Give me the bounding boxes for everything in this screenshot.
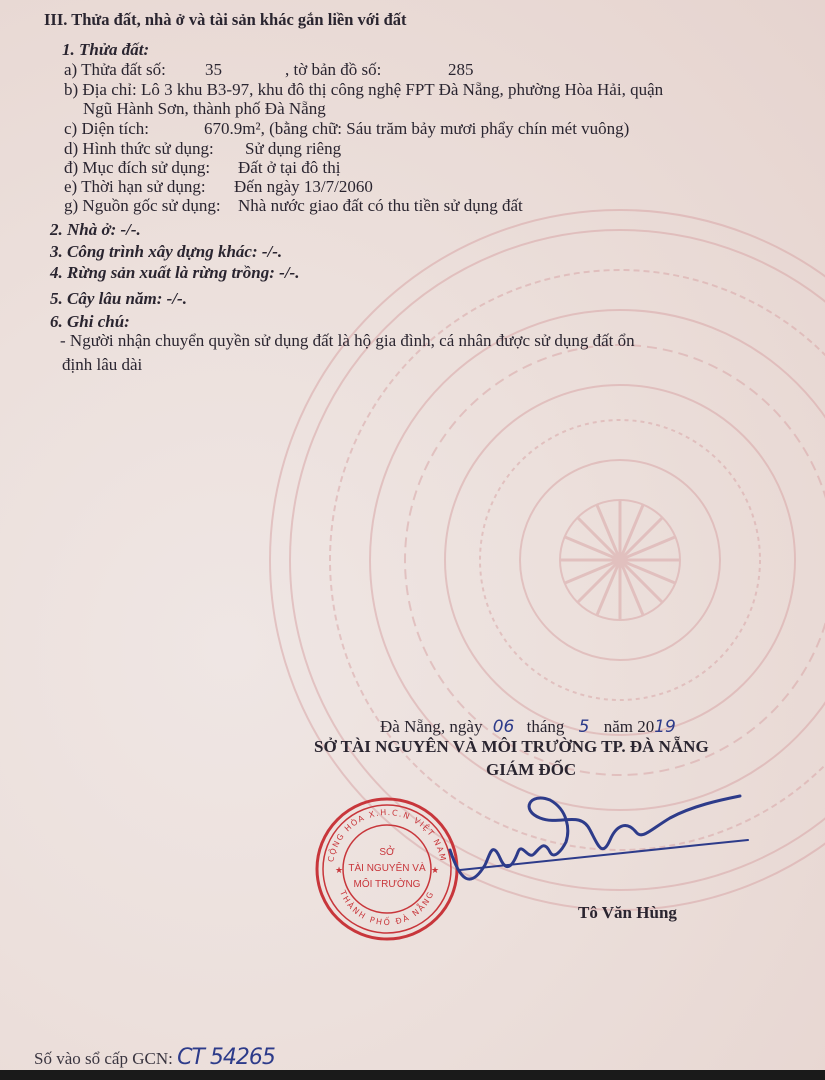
bottom-dark-edge bbox=[0, 1070, 825, 1080]
seal-star-left-icon: ★ bbox=[335, 865, 344, 875]
area-value: 670.9m², (bằng chữ: Sáu trăm bảy mươi phẩy chín mét vuông) bbox=[204, 119, 630, 138]
signer-title: GIÁM ĐỐC bbox=[486, 760, 577, 779]
usage-purpose-label: đ) Mục đích sử dụng: bbox=[64, 158, 211, 177]
parcel-number: 35 bbox=[205, 60, 222, 79]
date-year-suffix: 19 bbox=[654, 717, 676, 737]
usage-form-value: Sử dụng riêng bbox=[245, 139, 342, 158]
notes-heading: 6. Ghi chú: bbox=[50, 312, 130, 331]
land-heading: 1. Thửa đất: bbox=[62, 40, 150, 59]
house-item: 2. Nhà ở: -/-. bbox=[50, 220, 141, 239]
map-sheet-label: , tờ bản đồ số: bbox=[285, 60, 382, 79]
forest-item: 4. Rừng sản xuất là rừng trồng: -/-. bbox=[50, 263, 300, 282]
address-line-2: Ngũ Hành Sơn, thành phố Đà Nẵng bbox=[83, 99, 326, 118]
date-prefix: Đà Nẵng, ngày bbox=[380, 717, 483, 736]
parcel-label: a) Thửa đất số: bbox=[64, 60, 166, 79]
issuing-agency: SỞ TÀI NGUYÊN VÀ MÔI TRƯỜNG TP. ĐÀ NẴNG bbox=[314, 737, 709, 756]
seal-center-line-1: SỞ bbox=[379, 847, 395, 858]
notes-line-2: định lâu dài bbox=[62, 355, 143, 374]
date-month: 5 bbox=[578, 717, 590, 737]
usage-origin-value: Nhà nước giao đất có thu tiền sử dụng đất bbox=[238, 196, 523, 215]
usage-purpose-value: Đất ở tại đô thị bbox=[238, 158, 341, 177]
seal-city-text: THÀNH PHỐ ĐÀ NẴNG bbox=[337, 889, 437, 928]
seal-star-right-icon: ★ bbox=[431, 865, 440, 875]
section-title: III. Thửa đất, nhà ở và tài sản khác gắn liền với đất bbox=[44, 10, 407, 29]
date-month-label: tháng bbox=[526, 717, 565, 736]
seal-center-line-3: MÔI TRƯỜNG bbox=[353, 879, 421, 890]
signer-name: Tô Văn Hùng bbox=[578, 903, 677, 922]
map-sheet-number: 285 bbox=[448, 60, 474, 79]
registry-label: Số vào sổ cấp GCN: bbox=[34, 1049, 173, 1068]
seal-center-line-2: TÀI NGUYÊN VÀ bbox=[348, 863, 426, 874]
other-works-item: 3. Công trình xây dựng khác: -/-. bbox=[50, 242, 283, 261]
usage-form-label: d) Hình thức sử dụng: bbox=[64, 139, 214, 158]
address-line-1: b) Địa chỉ: Lô 3 khu B3-97, khu đô thị công nghệ FPT Đà Nẵng, phường Hòa Hải, quận bbox=[64, 80, 664, 99]
usage-term-value: Đến ngày 13/7/2060 bbox=[234, 177, 373, 196]
date-year-label: năm 20 bbox=[603, 717, 655, 736]
notes-line-1: - Người nhận chuyển quyền sử dụng đất là hộ gia đình, cá nhân được sử dụng đất ổn bbox=[60, 331, 635, 350]
registry-number: CT 54265 bbox=[177, 1045, 275, 1070]
registry-line bbox=[34, 1045, 275, 1070]
usage-term-label: e) Thời hạn sử dụng: bbox=[64, 177, 206, 196]
date-day: 06 bbox=[492, 717, 515, 737]
svg-text:THÀNH PHỐ ĐÀ NẴNG bbox=[338, 888, 436, 927]
area-label: c) Diện tích: bbox=[64, 119, 149, 138]
handwritten-signature bbox=[430, 770, 750, 910]
usage-origin-label: g) Nguồn gốc sử dụng: bbox=[64, 196, 221, 215]
perennial-item: 5. Cây lâu năm: -/-. bbox=[50, 289, 187, 308]
date-line bbox=[380, 717, 676, 737]
seal-ring-text: CỘNG HÒA X.H.C.N VIỆT NAM bbox=[326, 807, 448, 863]
